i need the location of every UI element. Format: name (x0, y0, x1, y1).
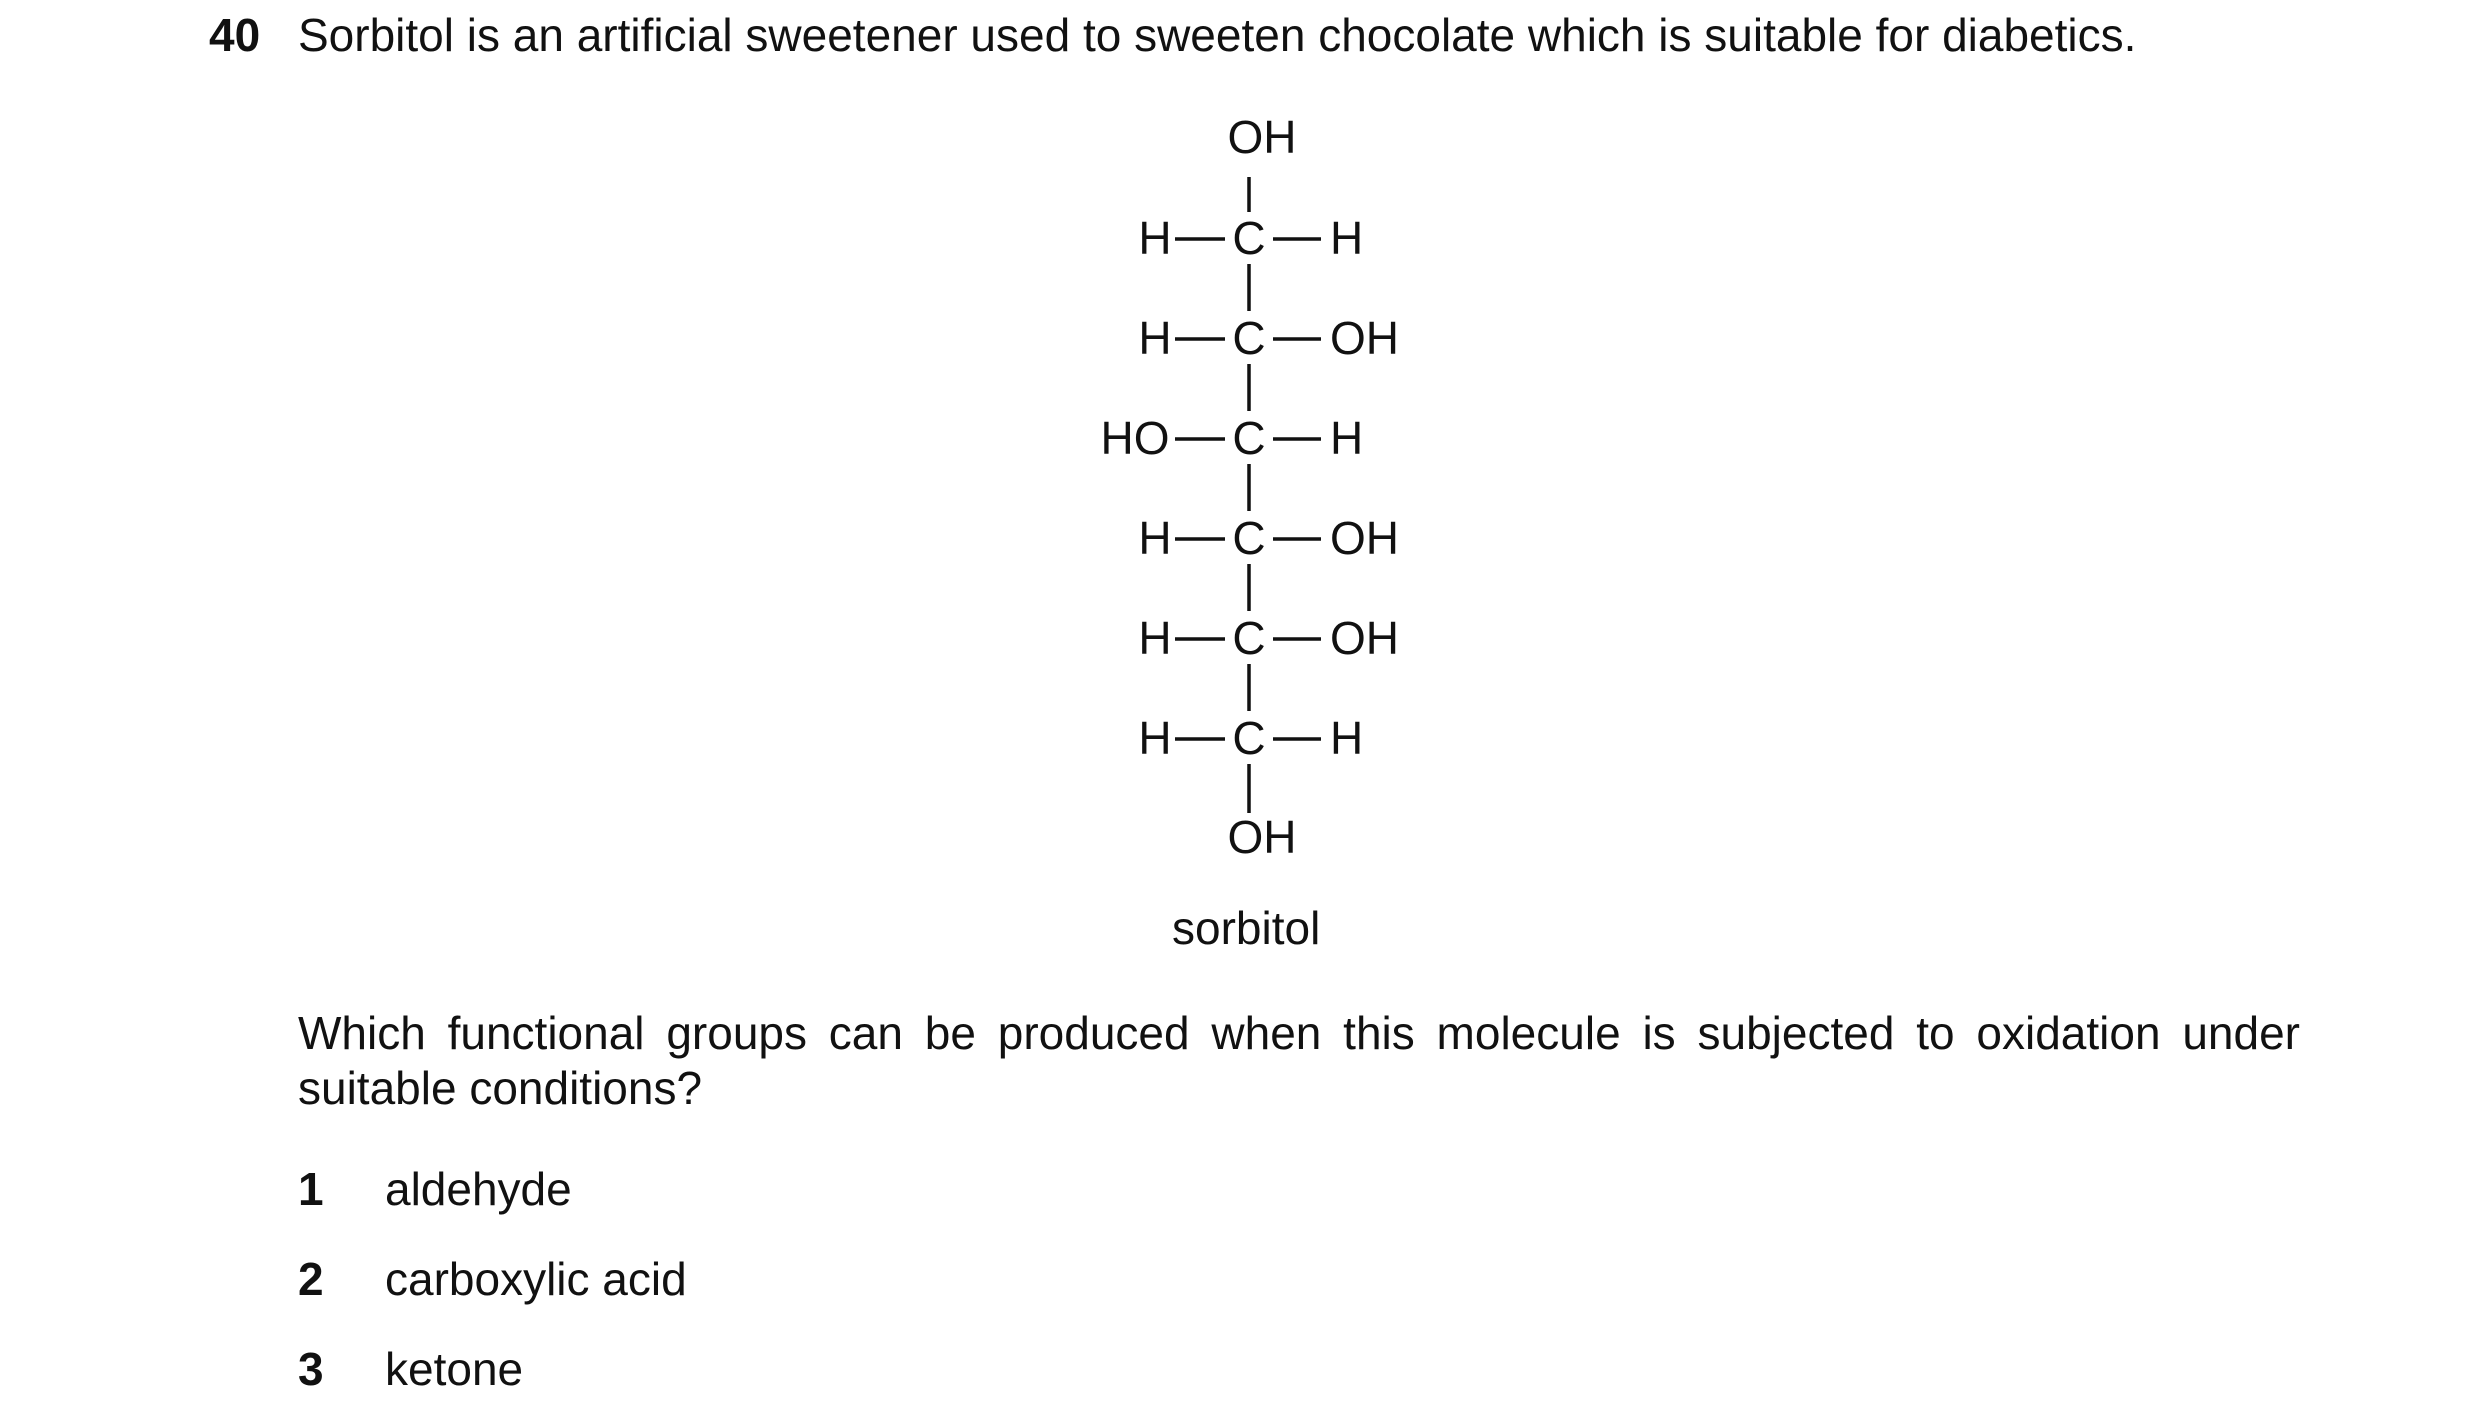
option-text: ketone (385, 1343, 524, 1395)
row5-left-label: H (1138, 612, 1172, 664)
row2-left-label: H (1138, 312, 1172, 364)
row1-left-label: H (1138, 212, 1172, 264)
carbon-label: C (1232, 512, 1266, 564)
option-number: 2 (298, 1253, 324, 1305)
row3-right-label: H (1330, 412, 1364, 464)
bottom-oh-label: OH (1227, 811, 1297, 863)
structure-caption: sorbitol (1172, 902, 1321, 954)
row6-left-label: H (1138, 712, 1172, 764)
option-number: 3 (298, 1343, 324, 1395)
carbon-label: C (1232, 412, 1266, 464)
row4-right-label: OH (1330, 512, 1399, 564)
question-number: 40 (209, 9, 261, 61)
row2-right-label: OH (1330, 312, 1399, 364)
option-text: aldehyde (385, 1163, 572, 1215)
top-oh-label: OH (1227, 111, 1297, 163)
option-text: carboxylic acid (385, 1253, 687, 1305)
carbon-label: C (1232, 612, 1266, 664)
row4-left-label: H (1138, 512, 1172, 564)
question-stem: Sorbitol is an artificial sweetener used to sweeten chocolate which is suitable for diabetics. (298, 9, 2137, 61)
row5-right-label: OH (1330, 612, 1399, 664)
row6-right-label: H (1330, 712, 1364, 764)
carbon-label: C (1232, 312, 1266, 364)
carbon-label: C (1232, 712, 1266, 764)
row3-left-label: HO (1100, 412, 1170, 464)
row1-right-label: H (1330, 212, 1364, 264)
question-prompt: Which functional groups can be produced when this molecule is subjected to oxidation under suitable conditions? (298, 1007, 2300, 1114)
carbon-label: C (1232, 212, 1266, 264)
option-number: 1 (298, 1163, 324, 1215)
